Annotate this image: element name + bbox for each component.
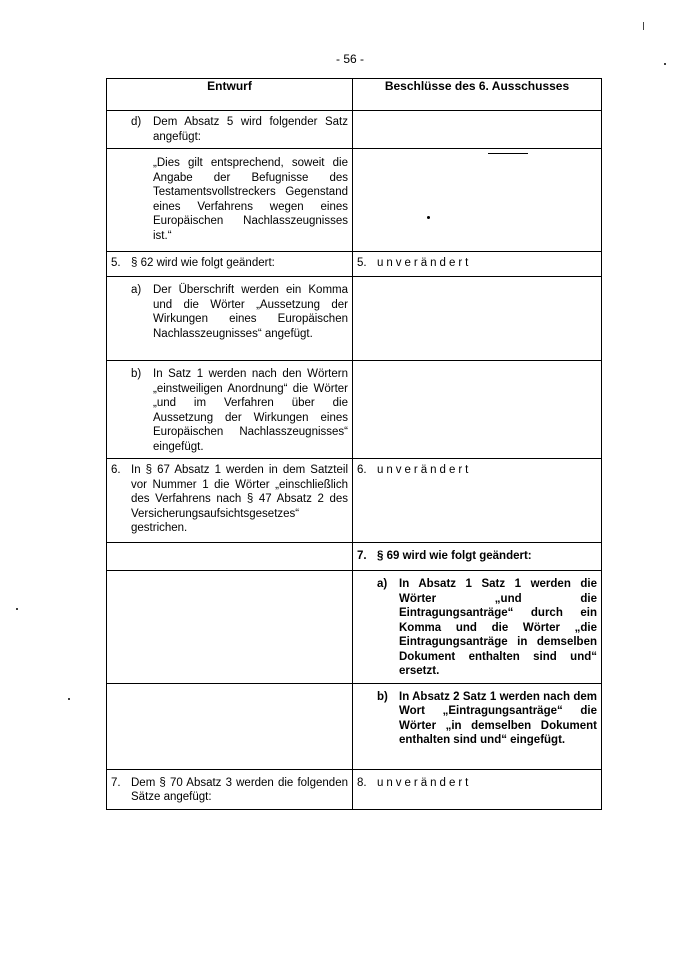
right-cell: [353, 111, 602, 149]
right-cell: [353, 277, 602, 361]
item-number: d): [131, 116, 142, 128]
table-row: [107, 769, 602, 809]
table-row: [107, 361, 602, 459]
item-text: § 62 wird wie folgt geändert:: [131, 257, 275, 269]
table-row: [107, 252, 602, 277]
left-cell: [107, 459, 353, 543]
item-number: 5.: [111, 257, 121, 269]
table-row: [107, 683, 602, 769]
item-number: 7.: [111, 776, 121, 789]
right-cell: [353, 683, 602, 769]
right-cell: [353, 543, 602, 571]
header-entwurf: Entwurf: [107, 79, 353, 111]
header-beschluesse: Beschlüsse des 6. Ausschusses: [353, 79, 602, 111]
item-number: a): [131, 284, 142, 296]
right-cell: [353, 149, 602, 252]
scan-dot-artifact: [664, 63, 666, 65]
table-row: [107, 277, 602, 361]
right-cell: [353, 459, 602, 543]
left-cell: [107, 111, 353, 149]
item-text: Der Überschrift werden ein Komma und die Wörter „Aussetzung der Wirkungen eines Europäischen Nachlasszeugnisses“ angefügt.: [153, 284, 348, 340]
item-text: „Dies gilt entsprechend, soweit die Angabe der Befugnisse des Testamentsvollstreckers Gegenstand eines Verfahrens wegen eines Europäischen Nachlasszeugnisses ist.“: [153, 157, 348, 242]
item-number: a): [377, 578, 388, 590]
item-text: Dem Absatz 5 wird folgender Satz angefügt:: [153, 116, 348, 143]
table-row: [107, 543, 602, 571]
left-cell: [107, 149, 353, 252]
unveraendert-label: unverändert: [377, 257, 472, 269]
item-text: In Absatz 2 Satz 1 werden nach dem Wort „Eintragungsanträge“ die Wörter „in demselben Dokument enthalten sind und“ eingefügt.: [399, 690, 597, 746]
left-cell: [107, 769, 353, 809]
scan-line-artifact: [488, 153, 528, 154]
right-cell: [353, 252, 602, 277]
item-number: 5.: [357, 257, 367, 269]
item-text: § 69 wird wie folgt geändert:: [377, 550, 532, 562]
scan-dot-artifact: [427, 216, 430, 219]
item-number: 8.: [357, 776, 367, 789]
right-cell: [353, 571, 602, 684]
item-number: 7.: [357, 550, 367, 562]
scan-dot-artifact: [68, 698, 70, 700]
left-cell: [107, 543, 353, 571]
left-cell: [107, 683, 353, 769]
scan-mark-artifact: [643, 22, 644, 30]
right-cell: [353, 769, 602, 809]
table-row: [107, 571, 602, 684]
left-cell: [107, 361, 353, 459]
item-text: In Absatz 1 Satz 1 werden die Wörter „und die Eintragungsanträge“ durch ein Komma und die Wörter „die Eintragungsanträge in demselben Dokument enthalten sind und“ ersetzt.: [399, 578, 597, 677]
table-row: [107, 459, 602, 543]
table-header-row: [107, 79, 602, 111]
item-number: 6.: [111, 464, 121, 476]
left-cell: [107, 571, 353, 684]
table-row: [107, 111, 602, 149]
page-number: - 56 -: [335, 52, 364, 66]
right-cell: [353, 361, 602, 459]
item-number: b): [377, 690, 388, 703]
synopsis-table: [106, 78, 602, 810]
item-number: [107, 156, 153, 243]
item-text: In § 67 Absatz 1 werden in dem Satzteil vor Nummer 1 die Wörter „einschließlich des Verfahrens nach § 47 Absatz 2 des Versicherungsaufsichtsgesetzes“ gestrichen.: [131, 464, 348, 534]
table-row: [107, 149, 602, 252]
scan-dot-artifact: [16, 608, 18, 610]
left-cell: [107, 277, 353, 361]
unveraendert-label: unverändert: [377, 776, 472, 789]
left-cell: [107, 252, 353, 277]
item-text: In Satz 1 werden nach den Wörtern „einstweiligen Anordnung“ die Wörter „und im Verfahren über die Aussetzung der Wirkungen eines Europäischen Nachlasszeugnisses“ eingefügt.: [153, 368, 348, 453]
item-number: b): [131, 368, 142, 380]
unveraendert-label: unverändert: [377, 464, 472, 476]
item-number: 6.: [357, 464, 367, 476]
item-text: Dem § 70 Absatz 3 werden die folgenden Sätze angefügt:: [131, 776, 348, 803]
